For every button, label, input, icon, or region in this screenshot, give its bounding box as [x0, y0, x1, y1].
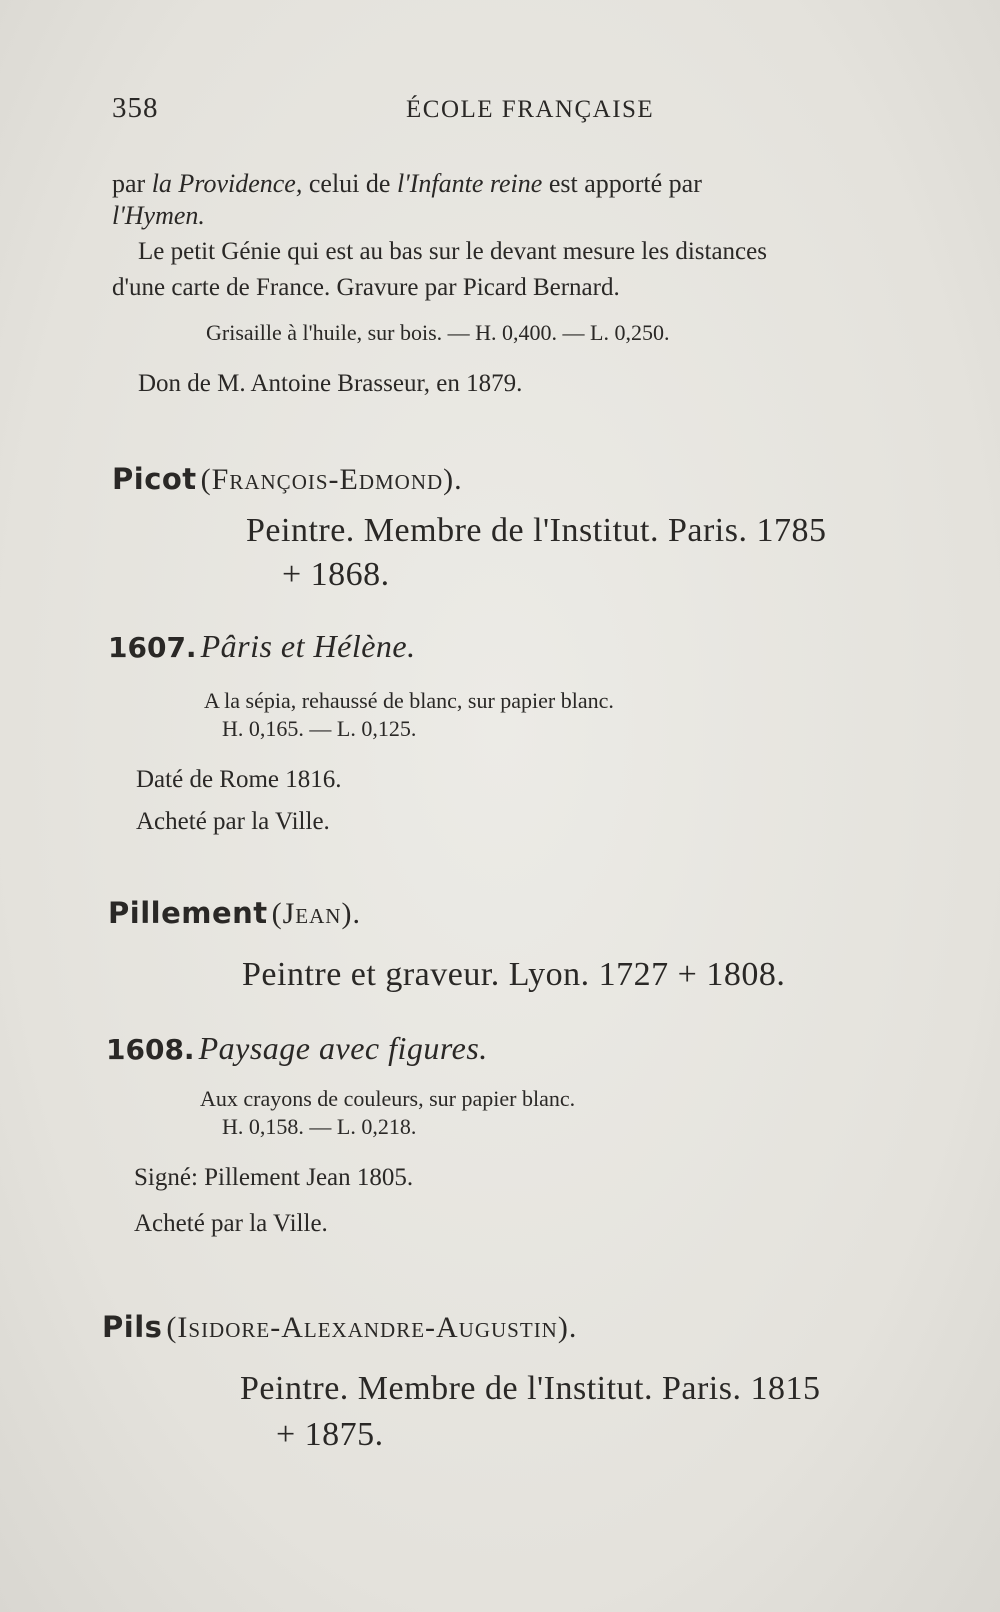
entry-note: Signé: Pillement Jean 1805. — [134, 1164, 414, 1191]
entry-number: 1608. — [106, 1033, 195, 1066]
artist-bio-line-1: Peintre. Membre de l'Institut. Paris. 1815 — [240, 1370, 821, 1407]
artist-heading — [112, 462, 463, 497]
page-number: 358 — [112, 92, 159, 124]
intro-line-4: d'une carte de France. Gravure par Picard Bernard. — [112, 274, 620, 301]
intro-text: est apporté par — [542, 169, 702, 198]
entry-title: Paysage avec figures. — [198, 1030, 488, 1066]
intro-text: par — [112, 169, 152, 198]
artist-surname: Pillement — [108, 896, 268, 930]
intro-italic-hymen: l'Hymen. — [112, 201, 205, 230]
entry-note: Acheté par la Ville. — [136, 808, 330, 835]
intro-italic-infante: l'Infante reine — [396, 169, 543, 198]
artist-bio-line-1: Peintre. Membre de l'Institut. Paris. 1785 — [246, 512, 827, 549]
entry-title: Pâris et Hélène. — [200, 628, 416, 664]
entry-note: Acheté par la Ville. — [134, 1210, 328, 1237]
entry-technique: A la sépia, rehaussé de blanc, sur papier blanc. — [204, 688, 614, 713]
artist-surname: Pils — [102, 1310, 163, 1344]
entry-dimensions: H. 0,165. — L. 0,125. — [222, 716, 417, 741]
artist-given-names: (François-Edmond). — [200, 463, 463, 496]
artist-given-names: (Jean). — [271, 897, 361, 930]
entry-number: 1607. — [108, 631, 197, 664]
artist-bio-line-2: + 1868. — [282, 556, 390, 593]
intro-line-2 — [112, 196, 205, 236]
entry-note: Daté de Rome 1816. — [136, 766, 342, 793]
entry-technique: Aux crayons de couleurs, sur papier blanc. — [200, 1086, 576, 1111]
artist-given-names: (Isidore-Alexandre-Augustin). — [166, 1311, 578, 1344]
intro-technique: Grisaille à l'huile, sur bois. — H. 0,400. — L. 0,250. — [206, 320, 670, 345]
intro-italic-providence: la Providence, — [151, 169, 303, 198]
intro-text: celui de — [302, 169, 397, 198]
intro-line-3: Le petit Génie qui est au bas sur le devant mesure les distances — [138, 238, 767, 265]
intro-provenance: Don de M. Antoine Brasseur, en 1879. — [138, 370, 523, 397]
artist-surname: Picot — [112, 462, 197, 496]
artist-bio-line-1: Peintre et graveur. Lyon. 1727 + 1808. — [242, 956, 786, 993]
catalog-entry-heading — [106, 1030, 488, 1067]
artist-heading — [102, 1310, 577, 1345]
artist-heading — [108, 896, 361, 931]
running-title: ÉCOLE FRANÇAISE — [406, 96, 655, 123]
catalog-entry-heading — [108, 628, 416, 665]
artist-bio-line-2: + 1875. — [276, 1416, 384, 1453]
entry-dimensions: H. 0,158. — L. 0,218. — [222, 1114, 417, 1139]
